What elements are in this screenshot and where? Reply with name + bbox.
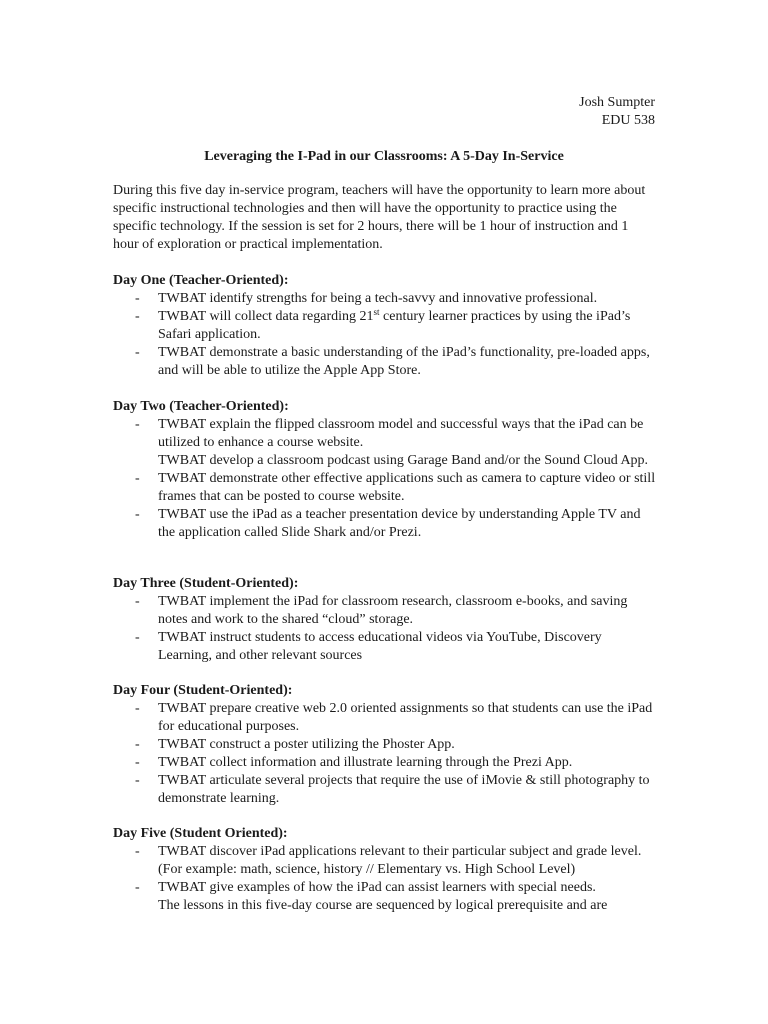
objective-list xyxy=(113,700,658,808)
list-item: - TWBAT demonstrate a basic understanding of the iPad’s functionality, pre-loaded apps, and will be able to utilize the Apple App Store. xyxy=(135,345,650,378)
bullet-dash: - xyxy=(135,773,140,788)
list-item: - TWBAT identify strengths for being a tech-savvy and innovative professional. xyxy=(135,291,598,306)
bullet-dash: - xyxy=(135,291,140,306)
superscript-st: st xyxy=(373,307,380,317)
section-heading: Day Three (Student-Oriented): xyxy=(113,576,299,591)
bullet-dash: - xyxy=(135,471,140,486)
bullet-dash: - xyxy=(135,701,140,716)
bullet-dash: - xyxy=(135,309,140,324)
objective-list xyxy=(113,593,658,665)
list-item: - TWBAT give examples of how the iPad can assist learners with special needs. The lessons in this five-day course are sequenced by logical prerequisite and are xyxy=(113,879,658,915)
bullet-dash: - xyxy=(135,737,140,752)
day-five-section xyxy=(113,825,658,915)
day-two-section xyxy=(113,398,658,542)
list-item: - TWBAT will collect data regarding 21st century learner practices by using the iPad’s Safari application. xyxy=(135,307,631,342)
bullet-dash: - xyxy=(135,755,140,770)
objective-list xyxy=(113,843,658,915)
author-name: Josh Sumpter xyxy=(579,95,655,110)
list-item: - TWBAT collect information and illustrate learning through the Prezi App. xyxy=(135,755,573,770)
list-item: - TWBAT use the iPad as a teacher presentation device by understanding Apple TV and the application called Slide Shark and/or Prezi. xyxy=(135,507,641,540)
bullet-dash: - xyxy=(135,594,140,609)
section-heading: Day Two (Teacher-Oriented): xyxy=(113,399,289,414)
bullet-dash: - xyxy=(135,844,140,859)
day-one-section xyxy=(113,272,658,380)
closing-text: The lessons in this five-day course are sequenced by logical prerequisite and are xyxy=(158,898,608,913)
day-four-section xyxy=(113,682,658,808)
section-heading: Day Four (Student-Oriented): xyxy=(113,683,293,698)
list-item: - TWBAT demonstrate other effective applications such as camera to capture video or still frames that can be posted to course website. xyxy=(135,471,656,504)
bullet-dash: - xyxy=(135,630,140,645)
list-item: - TWBAT implement the iPad for classroom research, classroom e-books, and saving notes and work to the shared “cloud” storage. xyxy=(135,594,628,627)
bullet-dash: - xyxy=(135,417,140,432)
bullet-dash: - xyxy=(135,880,140,895)
bullet-dash: - xyxy=(135,345,140,360)
intro-paragraph: During this five day in-service program, teachers will have the opportunity to learn more about specific instructional technologies and then will have the opportunity to practice using the specific technology. If the session is set for 2 hours, there will be 1 hour of instruction and 1 hour of exploration or practical implementation. xyxy=(113,183,646,252)
document-title: Leveraging the I-Pad in our Classrooms: A 5-Day In-Service xyxy=(204,149,564,164)
course-code: EDU 538 xyxy=(601,113,655,128)
list-item: - TWBAT construct a poster utilizing the Phoster App. xyxy=(135,737,455,752)
author-block xyxy=(520,94,655,130)
list-item-continuation: TWBAT develop a classroom podcast using Garage Band and/or the Sound Cloud App. xyxy=(158,453,649,468)
list-item: - TWBAT prepare creative web 2.0 oriented assignments so that students can use the iPad for educational purposes. xyxy=(135,701,653,734)
objective-list xyxy=(113,416,658,542)
section-heading: Day Five (Student Oriented): xyxy=(113,826,288,841)
objective-list xyxy=(113,290,658,380)
list-item: - TWBAT articulate several projects that require the use of iMovie & still photography to demonstrate learning. xyxy=(135,773,650,806)
list-item: - TWBAT explain the flipped classroom model and successful ways that the iPad can be utilized to enhance a course website. TWBAT develop a classroom podcast using Garage Band and/or the Sound Cloud App. xyxy=(113,416,658,470)
list-item: - TWBAT instruct students to access educational videos via YouTube, Discovery Learning, and other relevant sources xyxy=(135,630,602,663)
list-item: - TWBAT discover iPad applications relevant to their particular subject and grade level. (For example: math, science, history // Elementary vs. High School Level) xyxy=(135,844,642,877)
section-heading: Day One (Teacher-Oriented): xyxy=(113,273,289,288)
day-three-section xyxy=(113,575,658,665)
bullet-dash: - xyxy=(135,507,140,522)
